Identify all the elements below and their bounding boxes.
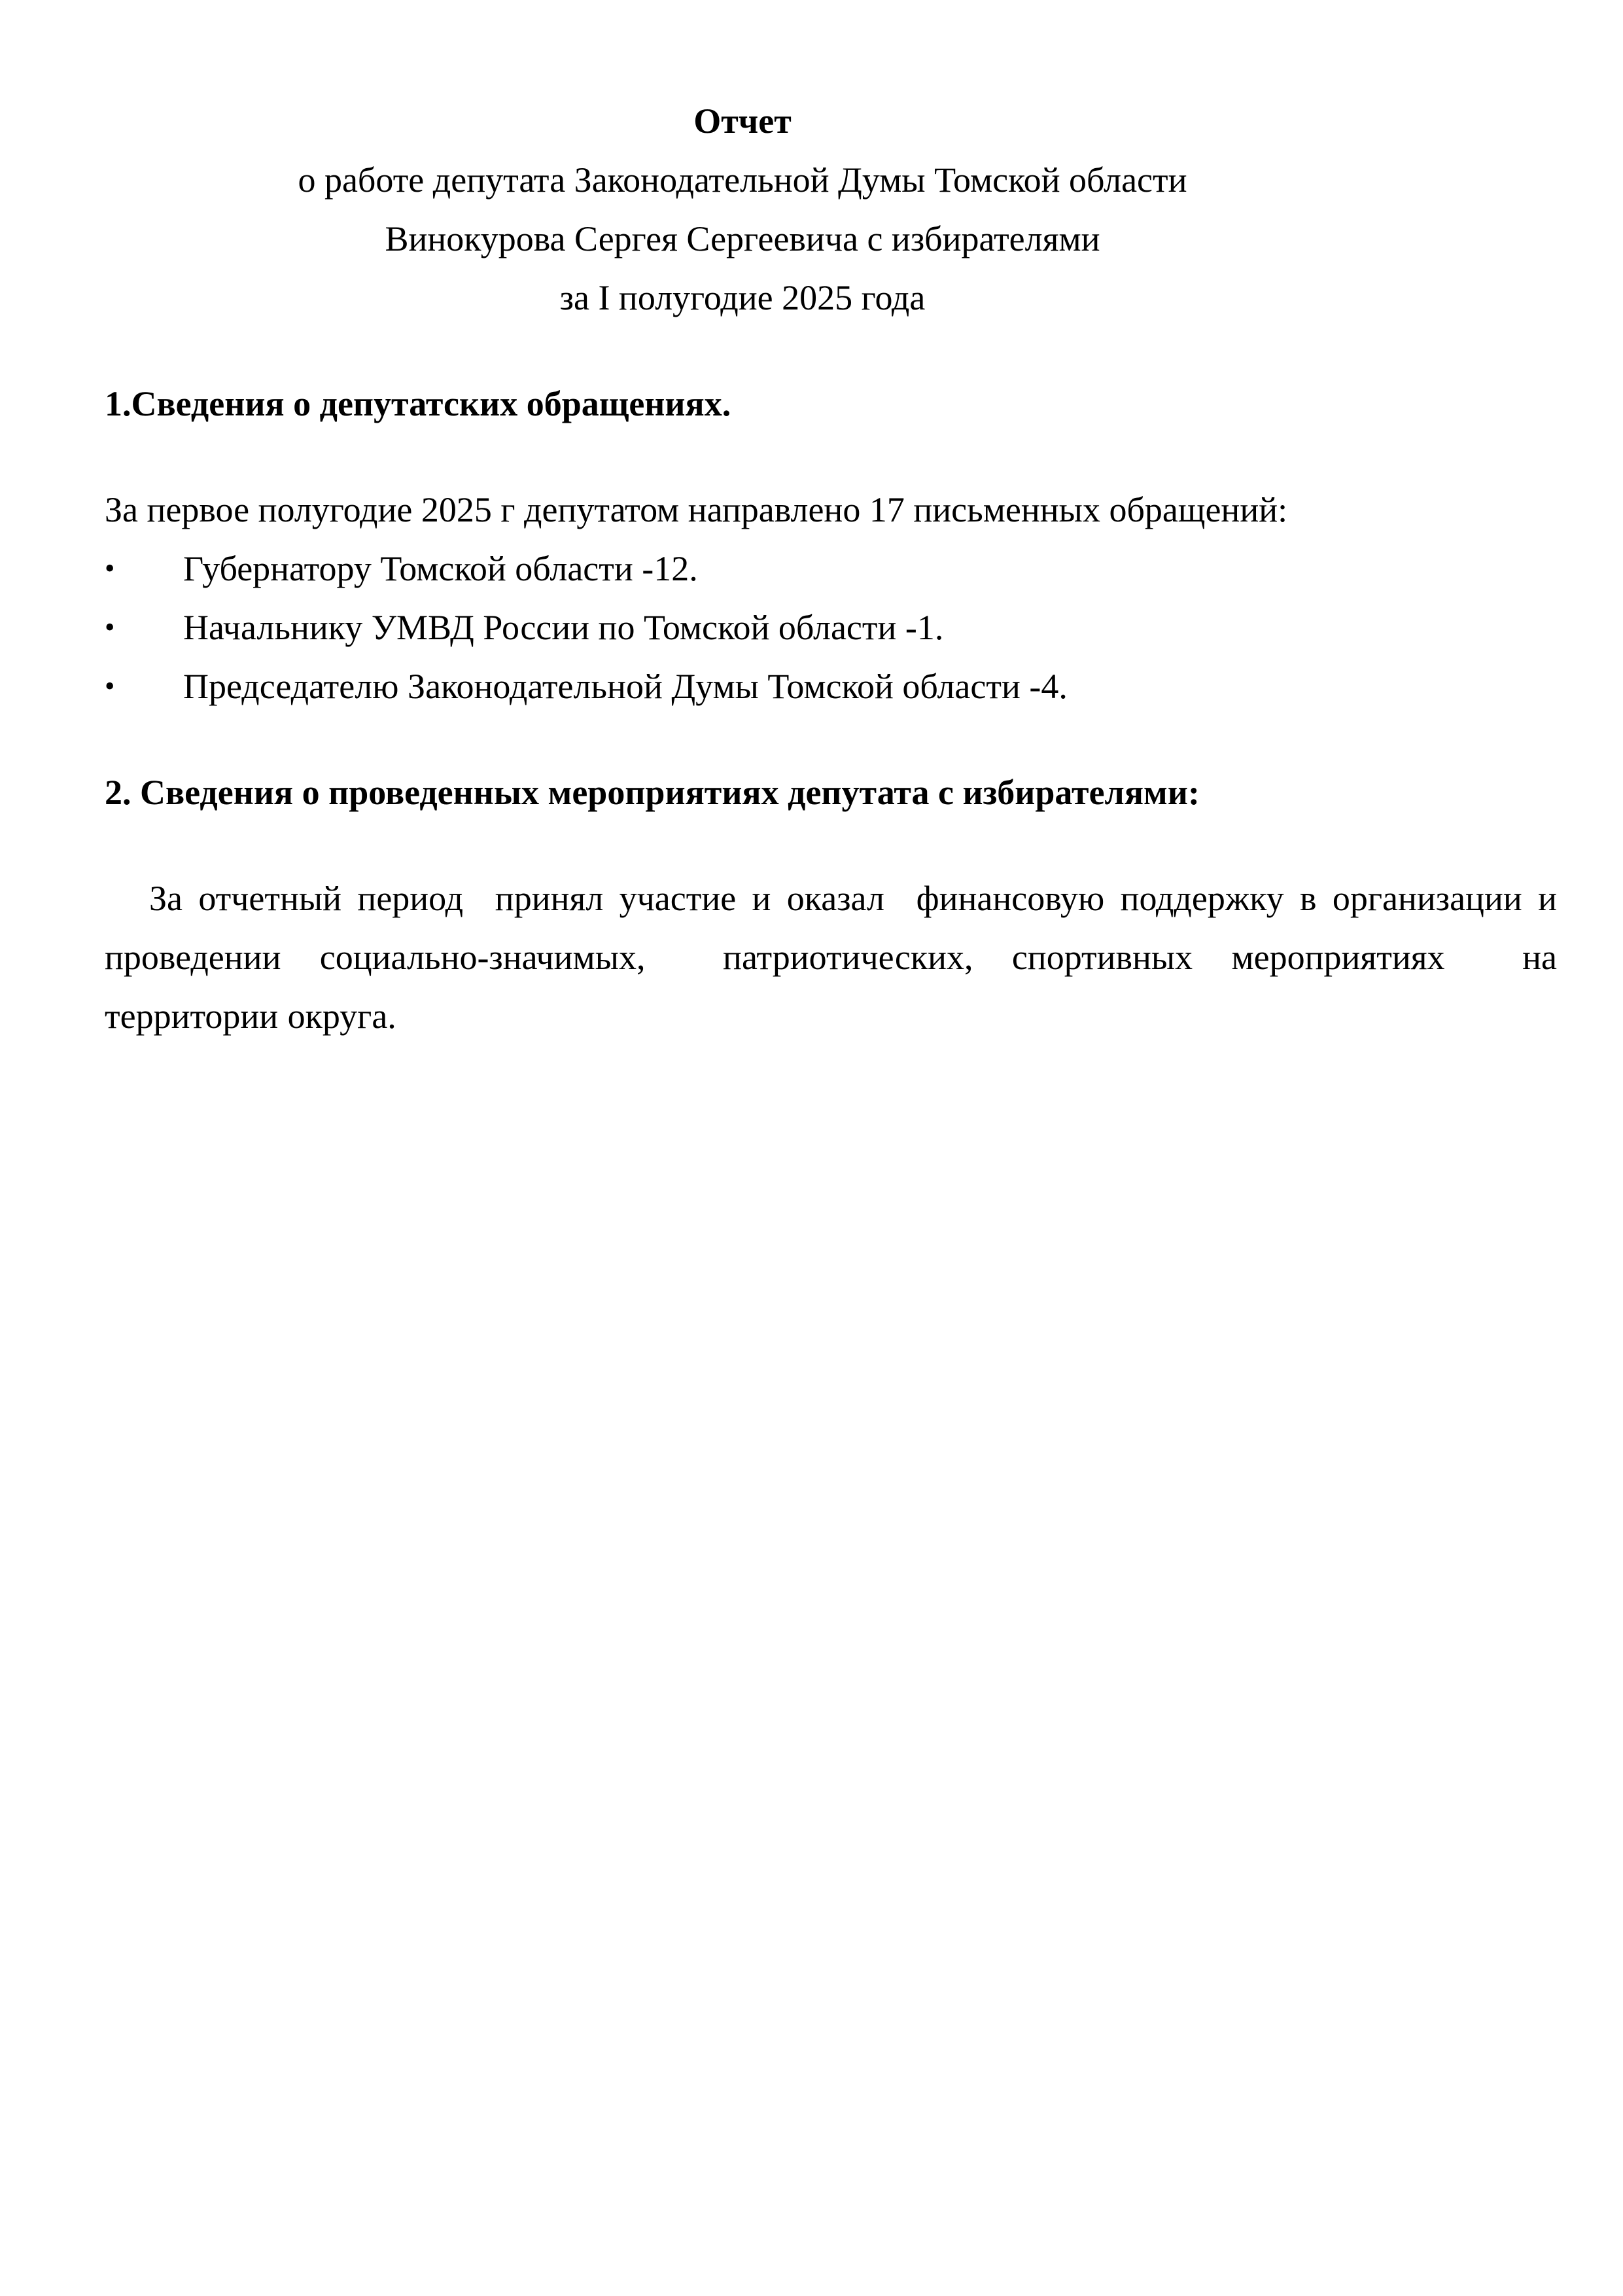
report-subtitle-line-1: о работе депутата Законодательной Думы Томской области: [298, 160, 1187, 200]
list-item: [105, 539, 1557, 598]
paragraph-line: территории округа.: [105, 997, 396, 1036]
section1-intro: За первое полугодие 2025 г депутатом направлено 17 письменных обращений:: [105, 490, 1288, 529]
report-subtitle-line-2: Винокурова Сергея Сергеевича с избирателями: [385, 219, 1100, 258]
list-item: [105, 598, 1557, 657]
report-period-line: за I полугодие 2025 года: [559, 278, 926, 317]
report-title-block: [105, 92, 1380, 327]
bullet-marker-icon: •: [105, 670, 115, 702]
paragraph-line: проведении социально-значимых, патриотических, спортивных мероприятиях на: [105, 938, 1557, 977]
spacer: [105, 433, 1557, 480]
section1-heading: 1.Сведения о депутатских обращениях.: [105, 384, 731, 423]
bullet-marker-icon: •: [105, 611, 115, 643]
spacer: [105, 822, 1557, 869]
section2-paragraph: [105, 869, 1557, 1046]
report-title: Отчет: [693, 101, 792, 141]
bullet-marker-icon: •: [105, 552, 115, 584]
list-item-text: Губернатору Томской области -12.: [183, 549, 698, 588]
spacer: [105, 716, 1557, 763]
list-item-text: Председателю Законодательной Думы Томской области -4.: [183, 667, 1068, 706]
section2-heading: 2. Сведения о проведенных мероприятиях депутата с избирателями:: [105, 773, 1200, 812]
list-item: [105, 657, 1557, 716]
list-item-text: Начальнику УМВД России по Томской области -1.: [183, 608, 944, 647]
spacer: [105, 327, 1557, 374]
paragraph-line: За отчетный период принял участие и оказал финансовую поддержку в организации и: [149, 879, 1557, 918]
appeals-list: [105, 539, 1557, 716]
